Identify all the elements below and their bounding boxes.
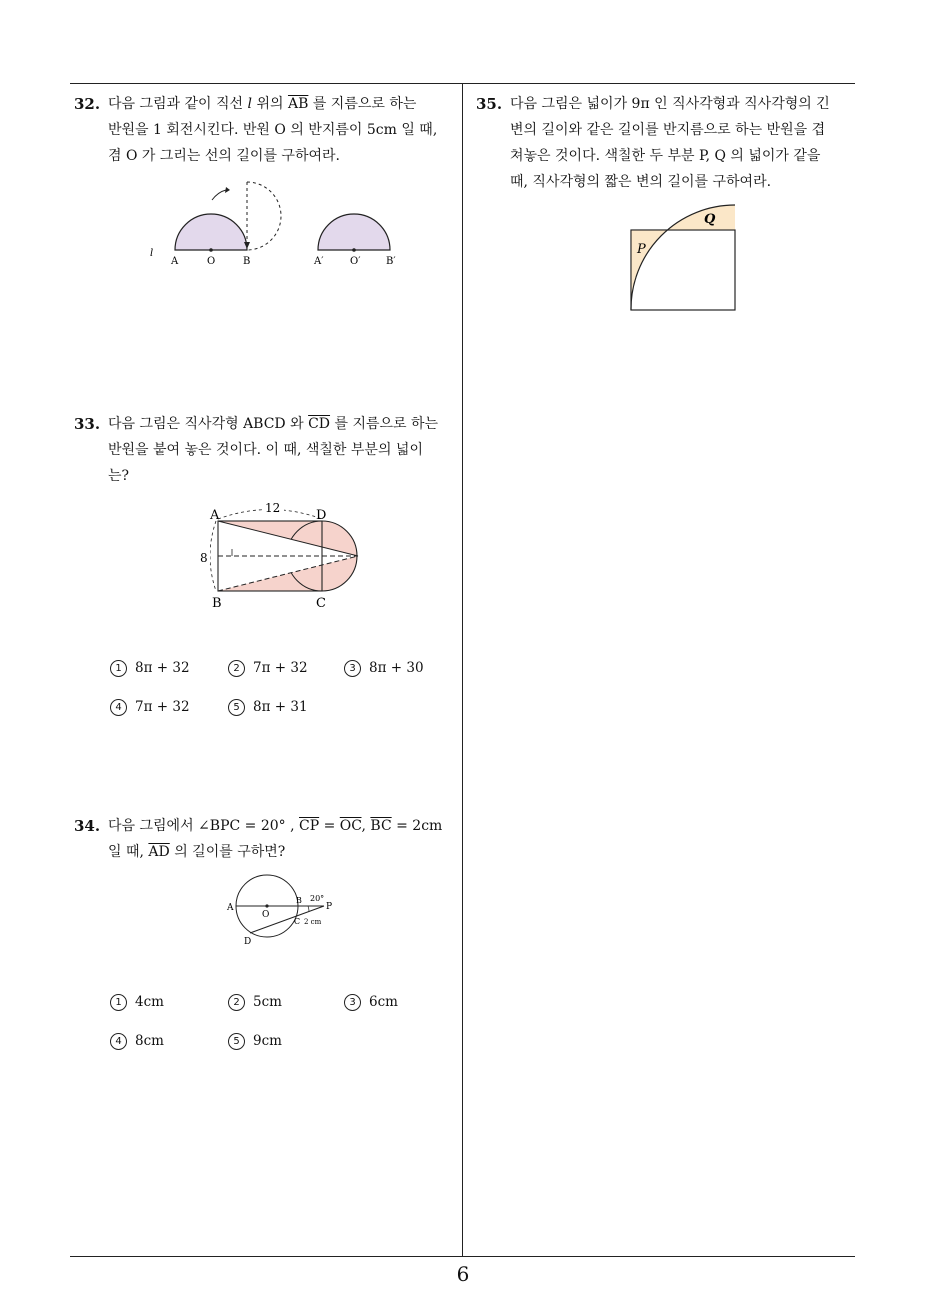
- question-32: [74, 91, 456, 169]
- choices-34: [110, 994, 450, 1054]
- label-B: B: [243, 256, 251, 267]
- choice-1[interactable]: 1 4cm: [110, 994, 164, 1011]
- label-A: A: [227, 903, 234, 913]
- label-B-prime: B′: [386, 256, 396, 267]
- question-text: 다음 그림에서 ∠BPC = 20° , $\overline{CP} = \overline{OC}$, $\overline{BC} = 2cm$ 일 때, $\overline{AD}$ 의 길이를 구하면?: [108, 818, 443, 860]
- choice-5[interactable]: 5 8π + 31: [228, 699, 308, 716]
- choice-4[interactable]: 4 7π + 32: [110, 699, 190, 716]
- label-8: 8: [200, 551, 208, 565]
- label-O: O: [262, 910, 270, 920]
- choice-2[interactable]: 2 5cm: [228, 994, 282, 1011]
- choice-1[interactable]: 1 8π + 32: [110, 660, 190, 677]
- question-number: 34.: [74, 817, 101, 835]
- question-text: 다음 그림은 넓이가 9π 인 직사각형과 직사각형의 긴 변의 길이와 같은 길이를 반지름으로 하는 반원을 겹 쳐놓은 것이다. 색칠한 두 부분 P, Q 의 넓이가 같을 때, 직사각형의 짧은 변의 길이를 구하여라.: [510, 96, 830, 190]
- label-O: O: [207, 256, 216, 267]
- label-A: A: [171, 256, 179, 267]
- label-12: 12: [265, 501, 281, 515]
- question-number: 35.: [476, 95, 503, 113]
- label-l: l: [150, 248, 154, 259]
- question-34: [74, 813, 456, 865]
- choice-4[interactable]: 4 8cm: [110, 1033, 164, 1050]
- label-Q: Q: [704, 212, 716, 227]
- label-angle: 20°: [310, 894, 325, 903]
- question-35: [476, 91, 858, 195]
- choice-3[interactable]: 3 6cm: [344, 994, 398, 1011]
- question-number: 32.: [74, 95, 101, 113]
- label-A: A: [210, 508, 220, 523]
- figure-32: [140, 178, 410, 273]
- figure-33: [192, 500, 372, 615]
- label-C: C: [316, 596, 326, 611]
- label-C: C: [294, 917, 301, 926]
- page-number: 6: [456, 1262, 470, 1286]
- label-O-prime: O′: [350, 256, 361, 267]
- question-number: 33.: [74, 415, 101, 433]
- question-33: [74, 411, 456, 489]
- choice-5[interactable]: 5 9cm: [228, 1033, 282, 1050]
- label-A-prime: A′: [314, 256, 324, 267]
- question-text: 다음 그림은 직사각형 ABCD 와 $\overline{CD}$ 를 지름으로 하는 반원을 붙여 놓은 것이다. 이 때, 색칠한 부분의 넓이 는?: [108, 416, 439, 484]
- label-D: D: [316, 508, 327, 523]
- label-2cm: 2 cm: [304, 918, 322, 926]
- label-B: B: [212, 596, 222, 611]
- figure-35: [628, 202, 740, 314]
- choice-3[interactable]: 3 8π + 30: [344, 660, 424, 677]
- label-P: P: [326, 902, 333, 912]
- question-text: 다음 그림과 같이 직선 l 위의 $\overline{AB}$ 를 지름으로 하는 반원을 1 회전시킨다. 반원 O 의 반지름이 5cm 일 때, 겸 O 가 그리는 선의 길이를 구하여라.: [108, 96, 438, 164]
- choice-2[interactable]: 2 7π + 32: [228, 660, 308, 677]
- bottom-rule: [70, 1256, 855, 1257]
- choices-33: [110, 660, 450, 720]
- figure-34: [222, 868, 342, 950]
- label-B: B: [296, 896, 302, 905]
- column-divider: [462, 83, 463, 1257]
- label-P: P: [637, 242, 646, 257]
- label-D: D: [244, 937, 252, 947]
